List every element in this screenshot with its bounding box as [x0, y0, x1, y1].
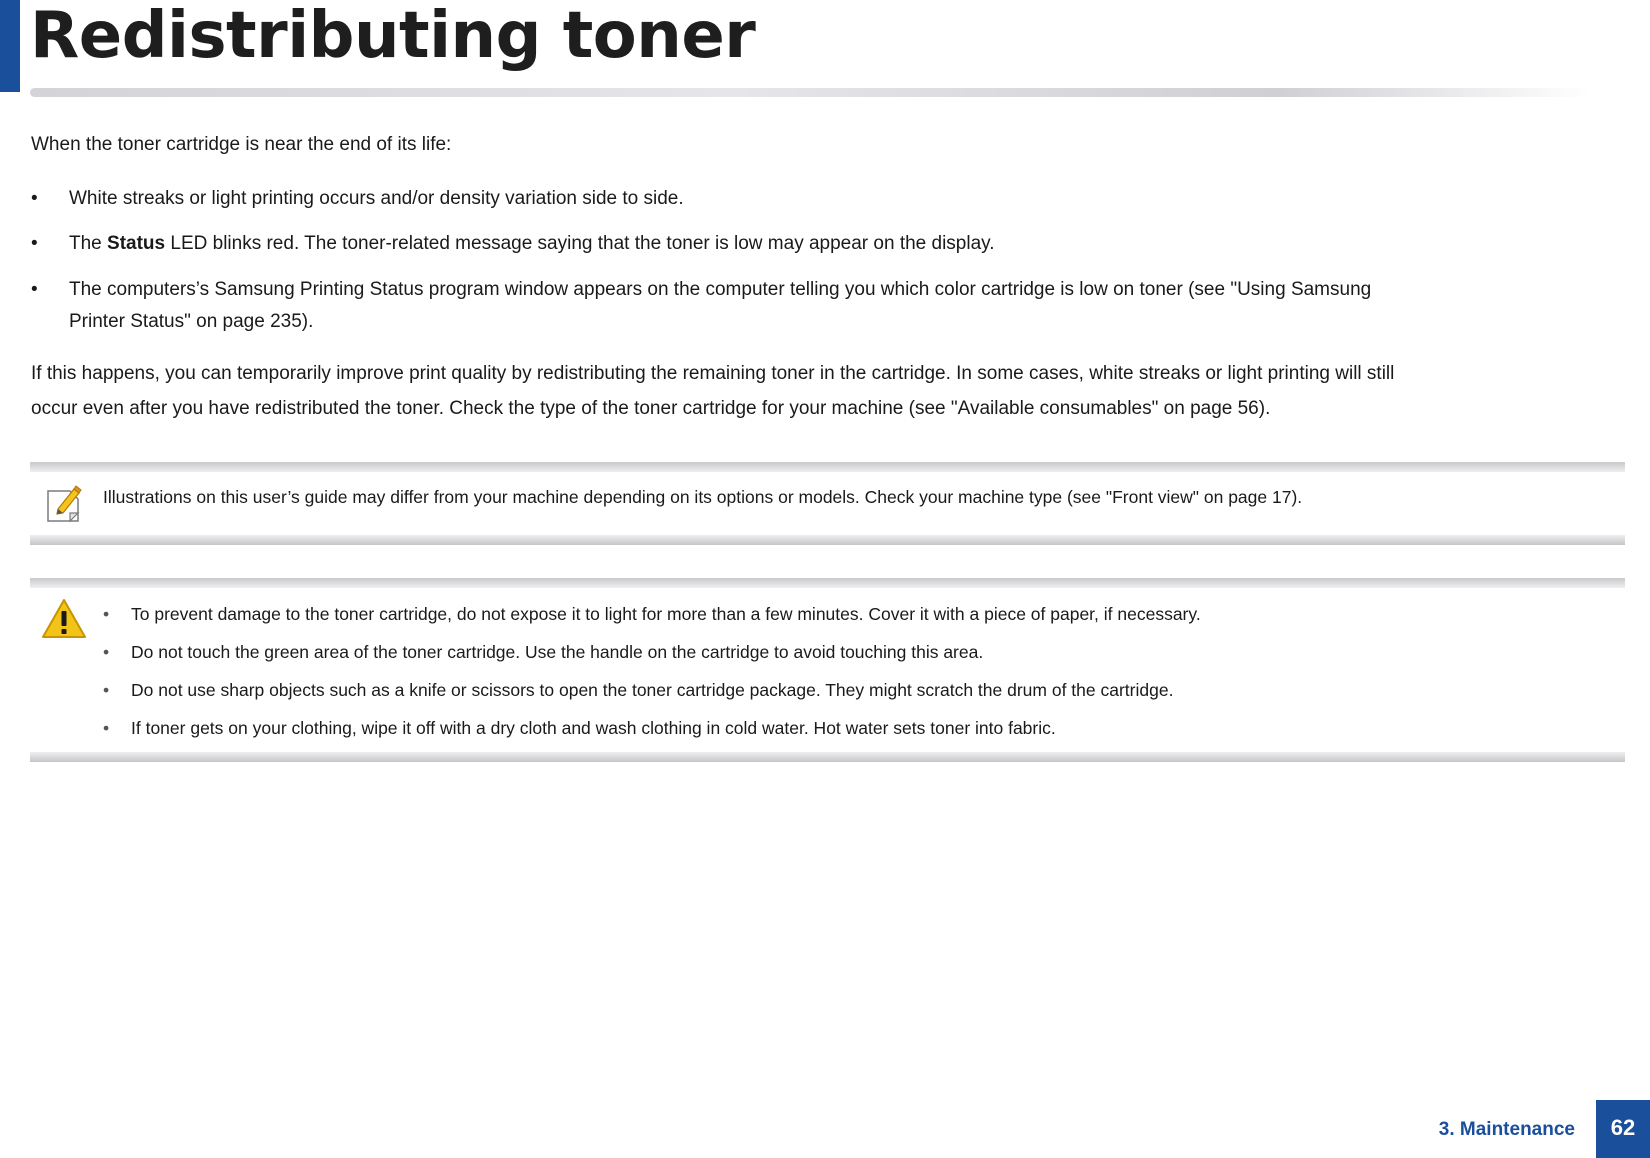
- paragraph-line-2: occur even after you have redistributed the toner. Check the type of the toner cartridge for your machine (see "Available consumables" on page 56).: [31, 398, 1271, 419]
- page-title: Redistributing toner: [30, 0, 756, 73]
- caution-list: [103, 595, 1201, 747]
- list-item: [103, 709, 1201, 747]
- symptom-list: [31, 183, 1611, 338]
- caution-top-band: [30, 578, 1625, 588]
- caution-bottom-band: [30, 752, 1625, 762]
- caution-item-text: Do not touch the green area of the toner cartridge. Use the handle on the cartridge to avoid touching this area.: [131, 642, 984, 662]
- list-item-text: White streaks or light printing occurs and/or density variation side to side.: [69, 188, 684, 209]
- caution-item-text: To prevent damage to the toner cartridge, do not expose it to light for more than a few minutes. Cover it with a piece of paper, if necessary.: [131, 604, 1201, 624]
- title-underline: [30, 88, 1590, 97]
- list-item: [103, 671, 1201, 709]
- title-accent-bar: [0, 0, 20, 92]
- bullet-marker: •: [103, 718, 110, 738]
- bullet-marker: •: [103, 642, 110, 662]
- list-item-text-line1: The computers’s Samsung Printing Status program window appears on the computer telling you which color cartridge is low on toner (see "Using Samsung: [69, 279, 1372, 300]
- note-text: Illustrations on this user’s guide may differ from your machine depending on its options or models. Check your machine type (see "Front view" on page 17).: [103, 487, 1303, 507]
- bullet-marker: •: [103, 604, 110, 624]
- warning-triangle-icon: [40, 597, 88, 641]
- list-item: [31, 228, 1611, 260]
- caution-item-text: If toner gets on your clothing, wipe it off with a dry cloth and wash clothing in cold water. Hot water sets toner into fabric.: [131, 718, 1056, 738]
- note-pencil-icon: [44, 483, 84, 525]
- list-item-text-line2: Printer Status" on page 235).: [69, 311, 314, 332]
- list-item: [31, 183, 1611, 215]
- list-item: [103, 633, 1201, 671]
- caution-item-text: Do not use sharp objects such as a knife or scissors to open the toner cartridge package. They might scratch the drum of the cartridge.: [131, 680, 1174, 700]
- bullet-marker: •: [31, 188, 38, 209]
- status-term: Status: [107, 233, 166, 254]
- bullet-marker: •: [103, 680, 110, 700]
- note-bottom-band: [30, 535, 1625, 545]
- intro-text: When the toner cartridge is near the end of its life:: [31, 134, 452, 155]
- bullet-marker: •: [31, 233, 38, 254]
- bullet-marker: •: [31, 279, 38, 300]
- footer-section-label: 3. Maintenance: [1438, 1119, 1575, 1140]
- body-paragraph: [31, 356, 1631, 426]
- paragraph-line-1: If this happens, you can temporarily improve print quality by redistributing the remaining toner in the cartridge. In some cases, white streaks or light printing will still: [31, 363, 1395, 384]
- list-item-prefix: The: [69, 233, 108, 254]
- list-item: [103, 595, 1201, 633]
- list-item-text: LED blinks red. The toner-related message saying that the toner is low may appear on the display.: [165, 233, 995, 254]
- page-number-badge: 62: [1596, 1100, 1650, 1158]
- list-item: [31, 274, 1611, 338]
- note-top-band: [30, 462, 1625, 472]
